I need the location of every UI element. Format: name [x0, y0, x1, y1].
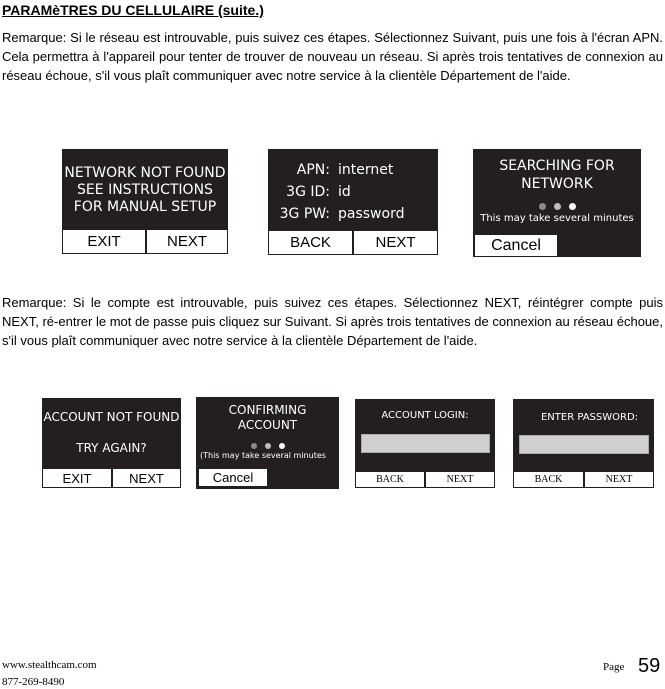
- page-title: PARAMèTRES DU CELLULAIRE (suite.): [2, 2, 264, 18]
- screen-heading: ENTER PASSWORD:: [540, 412, 639, 423]
- 3g-id-value[interactable]: id: [338, 184, 351, 200]
- screen-apn: [268, 149, 438, 255]
- 3g-pw-value[interactable]: password: [338, 206, 405, 222]
- screen-line: SEARCHING FOR: [499, 158, 615, 174]
- next-button[interactable]: NEXT: [425, 471, 495, 488]
- next-button[interactable]: NEXT: [112, 468, 181, 488]
- screen-line: ACCOUNT NOT FOUND: [43, 410, 180, 424]
- screen-searching-network: [473, 149, 641, 257]
- screen-account-not-found: [42, 398, 181, 488]
- screen-network-not-found: [62, 149, 228, 254]
- apn-value[interactable]: internet: [338, 162, 394, 178]
- apn-label: APN:: [296, 162, 330, 178]
- back-button[interactable]: BACK: [268, 230, 353, 255]
- account-login-input[interactable]: [361, 434, 490, 453]
- note-network-paragraph: Remarque: Si le réseau est introuvable, puis suivez ces étapes. Sélectionnez Suivant, puis une fois à l'écran APN. Cela permettra à l'appareil pour tenter de trouver de nouveau un réseau. Si après trois tentatives de connexion au réseau échoue, s'il vous plaît communiquer avec notre service à la clientèle Département de l'aide.: [2, 30, 663, 83]
- screen-line: TRY AGAIN?: [76, 441, 147, 455]
- 3g-pw-label: 3G PW:: [279, 206, 330, 222]
- screen-line: NETWORK: [521, 176, 593, 192]
- back-button[interactable]: BACK: [355, 471, 425, 488]
- footer-phone: 877-269-8490: [2, 676, 65, 688]
- screen-line: ACCOUNT: [237, 418, 298, 432]
- screen-confirming-account: [196, 397, 339, 489]
- next-button[interactable]: NEXT: [353, 230, 438, 255]
- screen-note: (This may take several minutes: [200, 451, 326, 460]
- footer-website: www.stealthcam.com: [2, 659, 97, 671]
- cancel-button[interactable]: Cancel: [474, 234, 558, 257]
- note-account-paragraph: Remarque: Si le compte est introuvable, puis suivez ces étapes. Sélectionnez NEXT, réintégrer compte puis NEXT, ré-entrer le mot de passe puis cliquez sur Suivant. Si après trois tentatives de connexion au réseau échoue, s'il vous plaît communiquer avec notre service à la clientèle Département de l'aide.: [2, 295, 663, 348]
- page-number: 59: [638, 655, 661, 677]
- screen-line: NETWORK NOT FOUND: [64, 165, 226, 181]
- screen-line: SEE INSTRUCTIONS: [77, 182, 213, 198]
- next-button[interactable]: NEXT: [146, 229, 228, 254]
- back-button[interactable]: BACK: [513, 471, 584, 488]
- screen-enter-password: [513, 399, 654, 488]
- screen-heading: ACCOUNT LOGIN:: [381, 410, 469, 421]
- exit-button[interactable]: EXIT: [62, 229, 146, 254]
- 3g-id-label: 3G ID:: [286, 184, 330, 200]
- next-button[interactable]: NEXT: [584, 471, 654, 488]
- exit-button[interactable]: EXIT: [42, 468, 112, 488]
- cancel-button[interactable]: Cancel: [198, 468, 268, 487]
- password-input[interactable]: [519, 435, 649, 454]
- page-label: Page: [603, 661, 625, 673]
- screen-line: FOR MANUAL SETUP: [73, 199, 217, 215]
- screen-line: CONFIRMING: [228, 403, 307, 417]
- screen-account-login: [355, 399, 495, 488]
- screen-note: This may take several minutes: [480, 213, 634, 224]
